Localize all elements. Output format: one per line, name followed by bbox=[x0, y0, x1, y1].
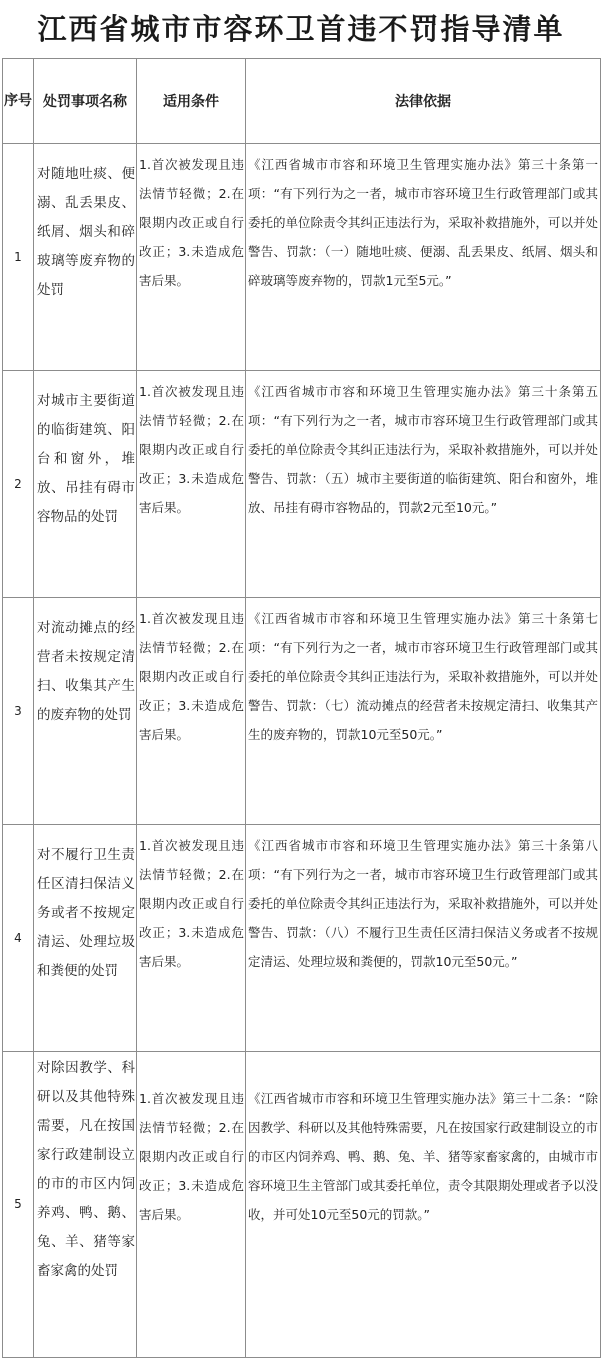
table-header-row bbox=[3, 59, 601, 144]
condition-cell bbox=[137, 825, 246, 1052]
table-row bbox=[3, 825, 601, 1052]
header-basis: 法律依据 bbox=[246, 59, 601, 144]
condition-text: 1.首次被发现且违法情节轻微；2.在限期内改正或自行改正；3.未造成危害后果。 bbox=[139, 157, 244, 288]
legal-basis-cell bbox=[246, 144, 601, 371]
penalty-name-cell bbox=[34, 598, 137, 825]
page-title: 江西省城市市容环卫首违不罚指导清单 bbox=[37, 12, 565, 46]
penalty-name: 对流动摊点的经营者未按规定清扫、收集其产生的废弃物的处罚 bbox=[37, 620, 135, 723]
penalty-name-cell bbox=[34, 144, 137, 371]
legal-basis-cell bbox=[246, 825, 601, 1052]
header-condition: 适用条件 bbox=[137, 59, 246, 144]
row-index: 4 bbox=[3, 825, 34, 1052]
penalty-name: 对除因教学、科研以及其他特殊需要，凡在按国家行政建制设立的市的市区内饲养鸡、鸭、鹅、兔、羊、猪等家畜家禽的处罚 bbox=[37, 1060, 135, 1279]
legal-basis-text: 《江西省城市市容和环境卫生管理实施办法》第三十条第五项：“有下列行为之一者，城市市容环境卫生行政管理部门或其委托的单位除责令其纠正违法行为，采取补救措施外，可以并处警告、罚款：（五）城市主要街道的临街建筑、阳台和窗外，堆放、吊挂有碍市容物品的，罚款2元至10元。” bbox=[248, 384, 599, 515]
row-index: 2 bbox=[3, 371, 34, 598]
row-index: 3 bbox=[3, 598, 34, 825]
condition-text: 1.首次被发现且违法情节轻微；2.在限期内改正或自行改正；3.未造成危害后果。 bbox=[139, 384, 244, 515]
condition-text: 1.首次被发现且违法情节轻微；2.在限期内改正或自行改正；3.未造成危害后果。 bbox=[139, 611, 244, 742]
legal-basis-text: 《江西省城市市容和环境卫生管理实施办法》第三十条第八项：“有下列行为之一者，城市市容环境卫生行政管理部门或其委托的单位除责令其纠正违法行为，采取补救措施外，可以并处警告、罚款：（八）不履行卫生责任区清扫保洁义务或者不按规定清运、处理垃圾和粪便的，罚款10元至50元。” bbox=[248, 838, 599, 969]
penalty-name-cell bbox=[34, 1052, 137, 1358]
condition-cell bbox=[137, 371, 246, 598]
penalty-name-cell bbox=[34, 371, 137, 598]
table-row bbox=[3, 371, 601, 598]
penalty-name: 对不履行卫生责任区清扫保洁义务或者不按规定清运、处理垃圾和粪便的处罚 bbox=[37, 847, 135, 979]
penalty-name-cell bbox=[34, 825, 137, 1052]
penalty-name: 对城市主要街道的临街建筑、阳台和窗外，堆放、吊挂有碍市容物品的处罚 bbox=[37, 393, 135, 525]
condition-text: 1.首次被发现且违法情节轻微；2.在限期内改正或自行改正；3.未造成危害后果。 bbox=[139, 838, 244, 969]
header-name: 处罚事项名称 bbox=[34, 59, 137, 144]
condition-cell bbox=[137, 1052, 246, 1358]
penalty-name: 对随地吐痰、便溺、乱丢果皮、纸屑、烟头和碎玻璃等废弃物的处罚 bbox=[37, 166, 135, 298]
header-index: 序号 bbox=[3, 59, 34, 144]
guidance-table bbox=[2, 58, 601, 1358]
legal-basis-text: 《江西省城市市容和环境卫生管理实施办法》第三十二条：“除因教学、科研以及其他特殊需要，凡在按国家行政建制设立的市的市区内饲养鸡、鸭、鹅、兔、羊、猪等家畜家禽的，由城市市容环境卫生主管部门或其委托单位，责令其限期处理或者予以没收，并可处10元至50元的罚款。” bbox=[248, 1091, 599, 1222]
table-row bbox=[3, 598, 601, 825]
legal-basis-cell bbox=[246, 1052, 601, 1358]
table-row bbox=[3, 1052, 601, 1358]
row-index: 1 bbox=[3, 144, 34, 371]
legal-basis-text: 《江西省城市市容和环境卫生管理实施办法》第三十条第七项：“有下列行为之一者，城市市容环境卫生行政管理部门或其委托的单位除责令其纠正违法行为，采取补救措施外，可以并处警告、罚款：（七）流动摊点的经营者未按规定清扫、收集其产生的废弃物的，罚款10元至50元。” bbox=[248, 611, 599, 742]
row-index: 5 bbox=[3, 1052, 34, 1358]
legal-basis-cell bbox=[246, 371, 601, 598]
table-row bbox=[3, 144, 601, 371]
legal-basis-cell bbox=[246, 598, 601, 825]
legal-basis-text: 《江西省城市市容和环境卫生管理实施办法》第三十条第一项：“有下列行为之一者，城市市容环境卫生行政管理部门或其委托的单位除责令其纠正违法行为，采取补救措施外，可以并处警告、罚款：（一）随地吐痰、便溺、乱丢果皮、纸屑、烟头和碎玻璃等废弃物的，罚款1元至5元。” bbox=[248, 157, 599, 288]
condition-cell bbox=[137, 598, 246, 825]
condition-text: 1.首次被发现且违法情节轻微；2.在限期内改正或自行改正；3.未造成危害后果。 bbox=[139, 1091, 244, 1222]
condition-cell bbox=[137, 144, 246, 371]
